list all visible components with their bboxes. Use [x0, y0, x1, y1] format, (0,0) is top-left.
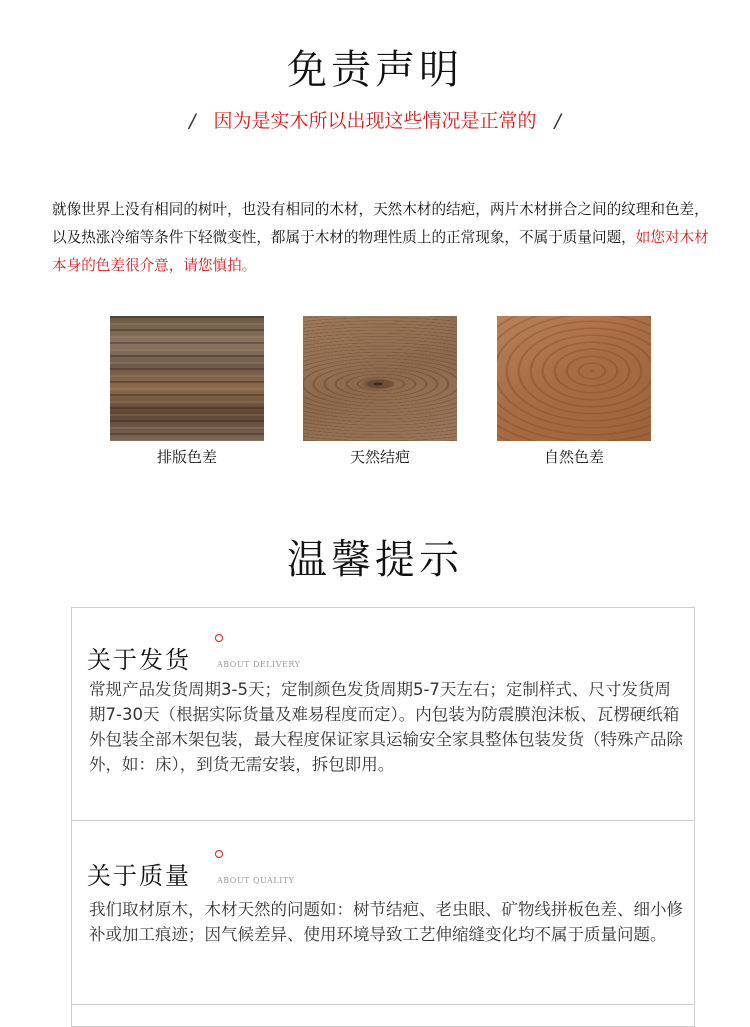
circle-dot-icon	[215, 634, 223, 642]
wood-sample-natural-knot	[303, 316, 457, 441]
delivery-section-title: 关于发货	[87, 646, 191, 674]
wood-sample-layout-color-difference	[110, 316, 264, 441]
tips-title: 温馨提示	[287, 537, 463, 583]
quality-section-body: 我们取材原木，木材天然的问题如：树节结疤、老虫眼、矿物线拼板色差、细小修补或加工痕迹；因气候差异、使用环境导致工艺伸缩缝变化均不属于质量问题。	[89, 900, 683, 944]
sample-label-knot: 天然结疤	[349, 448, 410, 466]
disclaimer-title: 免责声明	[287, 47, 463, 93]
disclaimer-subtitle-row	[0, 106, 750, 133]
tips-divider-bottom	[71, 1004, 695, 1005]
intro-warning: 如您对木材本身的色差很介意，请您慎拍。	[52, 229, 709, 274]
quality-section-title: 关于质量	[87, 862, 191, 890]
subtitle-slash-right: /	[554, 110, 561, 132]
tips-divider	[71, 820, 695, 821]
delivery-section-heading	[87, 640, 301, 674]
wood-sample-natural-color-difference	[497, 316, 651, 441]
quality-section-heading	[87, 856, 295, 890]
sample-label-layout: 排版色差	[156, 448, 217, 466]
circle-dot-icon	[215, 850, 223, 858]
delivery-section-body: 常规产品发货周期3-5天；定制颜色发货周期5-7天左右；定制样式、尺寸发货周期7-30天（根据实际货量及难易程度而定）。内包装为防震膜泡沫板、瓦楞硬纸箱外包装全部木架包装，最大程度保证家具运输安全家具整体包装发货（特殊产品除外，如：床），到货无需安装，拆包即用。	[89, 680, 683, 774]
subtitle-slash-left: /	[189, 110, 196, 132]
sample-label-natural: 自然色差	[543, 448, 604, 466]
quality-section-subtitle: ABOUT QUALITY	[217, 876, 295, 885]
delivery-section-subtitle: ABOUT DELIVERY	[217, 660, 301, 669]
disclaimer-intro	[52, 196, 712, 280]
disclaimer-subtitle: 因为是实木所以出现这些情况是正常的	[213, 110, 537, 132]
intro-text: 就像世界上没有相同的树叶，也没有相同的木材，天然木材的结疤，两片木材拼合之间的纹理和色差，以及热涨冷缩等条件下轻微变性，都属于木材的物理性质上的正常现象，不属于质量问题，	[52, 201, 709, 246]
